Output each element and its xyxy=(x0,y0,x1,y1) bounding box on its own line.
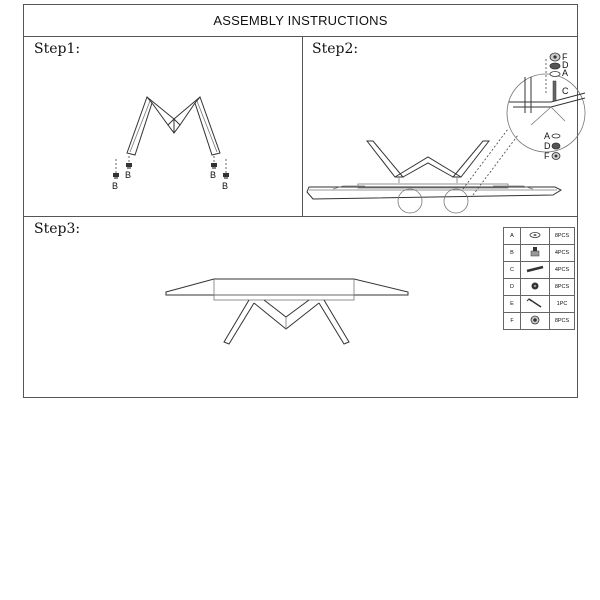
part-qty: 4PCS xyxy=(550,245,575,262)
table-row xyxy=(504,296,575,313)
page-title: ASSEMBLY INSTRUCTIONS xyxy=(24,5,577,37)
callout-b: B xyxy=(210,170,217,180)
table-base-frame xyxy=(127,97,220,155)
part-qty: 8PCS xyxy=(550,228,575,245)
nut-icon xyxy=(521,279,549,293)
callout-b: B xyxy=(112,181,119,191)
leveling-foot-icon xyxy=(521,245,549,259)
part-id: B xyxy=(504,245,521,262)
part-qty: 8PCS xyxy=(550,279,575,296)
washer-icon xyxy=(521,228,549,242)
part-id: D xyxy=(504,279,521,296)
table-row xyxy=(504,262,575,279)
step2-panel xyxy=(303,37,577,217)
cap-nut-icon xyxy=(552,153,560,160)
part-id: A xyxy=(504,228,521,245)
table-row xyxy=(504,279,575,296)
hardware-stack-bottom xyxy=(544,131,560,161)
part-qty: 4PCS xyxy=(550,262,575,279)
step3-illustration xyxy=(24,217,577,397)
table-row xyxy=(504,313,575,330)
bolt-icon xyxy=(521,262,549,276)
leveling-foot-icon xyxy=(113,173,119,179)
step3-label: Step3: xyxy=(34,221,81,237)
callout-a: A xyxy=(562,68,569,78)
callout-a: A xyxy=(544,131,551,141)
callout-d: D xyxy=(562,60,569,70)
washer-icon xyxy=(550,72,560,77)
bolt-icon xyxy=(553,81,556,101)
callout-d: D xyxy=(544,141,551,151)
base-frame-inverted xyxy=(367,141,489,183)
cap-nut-icon xyxy=(521,313,549,327)
leveling-foot-icon xyxy=(211,163,217,169)
assembled-table xyxy=(166,279,408,344)
part-qty: 1PC xyxy=(550,296,575,313)
parts-list-table xyxy=(503,227,575,330)
callout-b: B xyxy=(222,181,229,191)
step3-panel xyxy=(24,217,577,397)
table-row xyxy=(504,245,575,262)
leveling-foot-icon xyxy=(223,173,229,179)
step1-illustration xyxy=(24,37,303,217)
leveling-feet xyxy=(112,156,229,191)
assembly-sheet xyxy=(23,4,578,398)
leveling-foot-icon xyxy=(126,163,132,169)
callout-f: F xyxy=(562,52,568,62)
callout-b: B xyxy=(125,170,132,180)
step1-panel xyxy=(24,37,303,217)
callout-c: C xyxy=(562,86,569,96)
table-row xyxy=(504,228,575,245)
callout-f: F xyxy=(544,151,550,161)
cap-nut-icon xyxy=(550,53,560,61)
part-id: C xyxy=(504,262,521,279)
part-id: E xyxy=(504,296,521,313)
tabletop-underside xyxy=(307,184,561,199)
step1-label: Step1: xyxy=(34,41,81,57)
nut-icon xyxy=(550,63,560,69)
step2-label: Step2: xyxy=(312,41,359,57)
part-id: F xyxy=(504,313,521,330)
nut-icon xyxy=(552,143,560,149)
wrench-icon xyxy=(521,296,549,310)
step2-illustration xyxy=(303,37,577,217)
washer-icon xyxy=(552,134,560,138)
part-qty: 8PCS xyxy=(550,313,575,330)
